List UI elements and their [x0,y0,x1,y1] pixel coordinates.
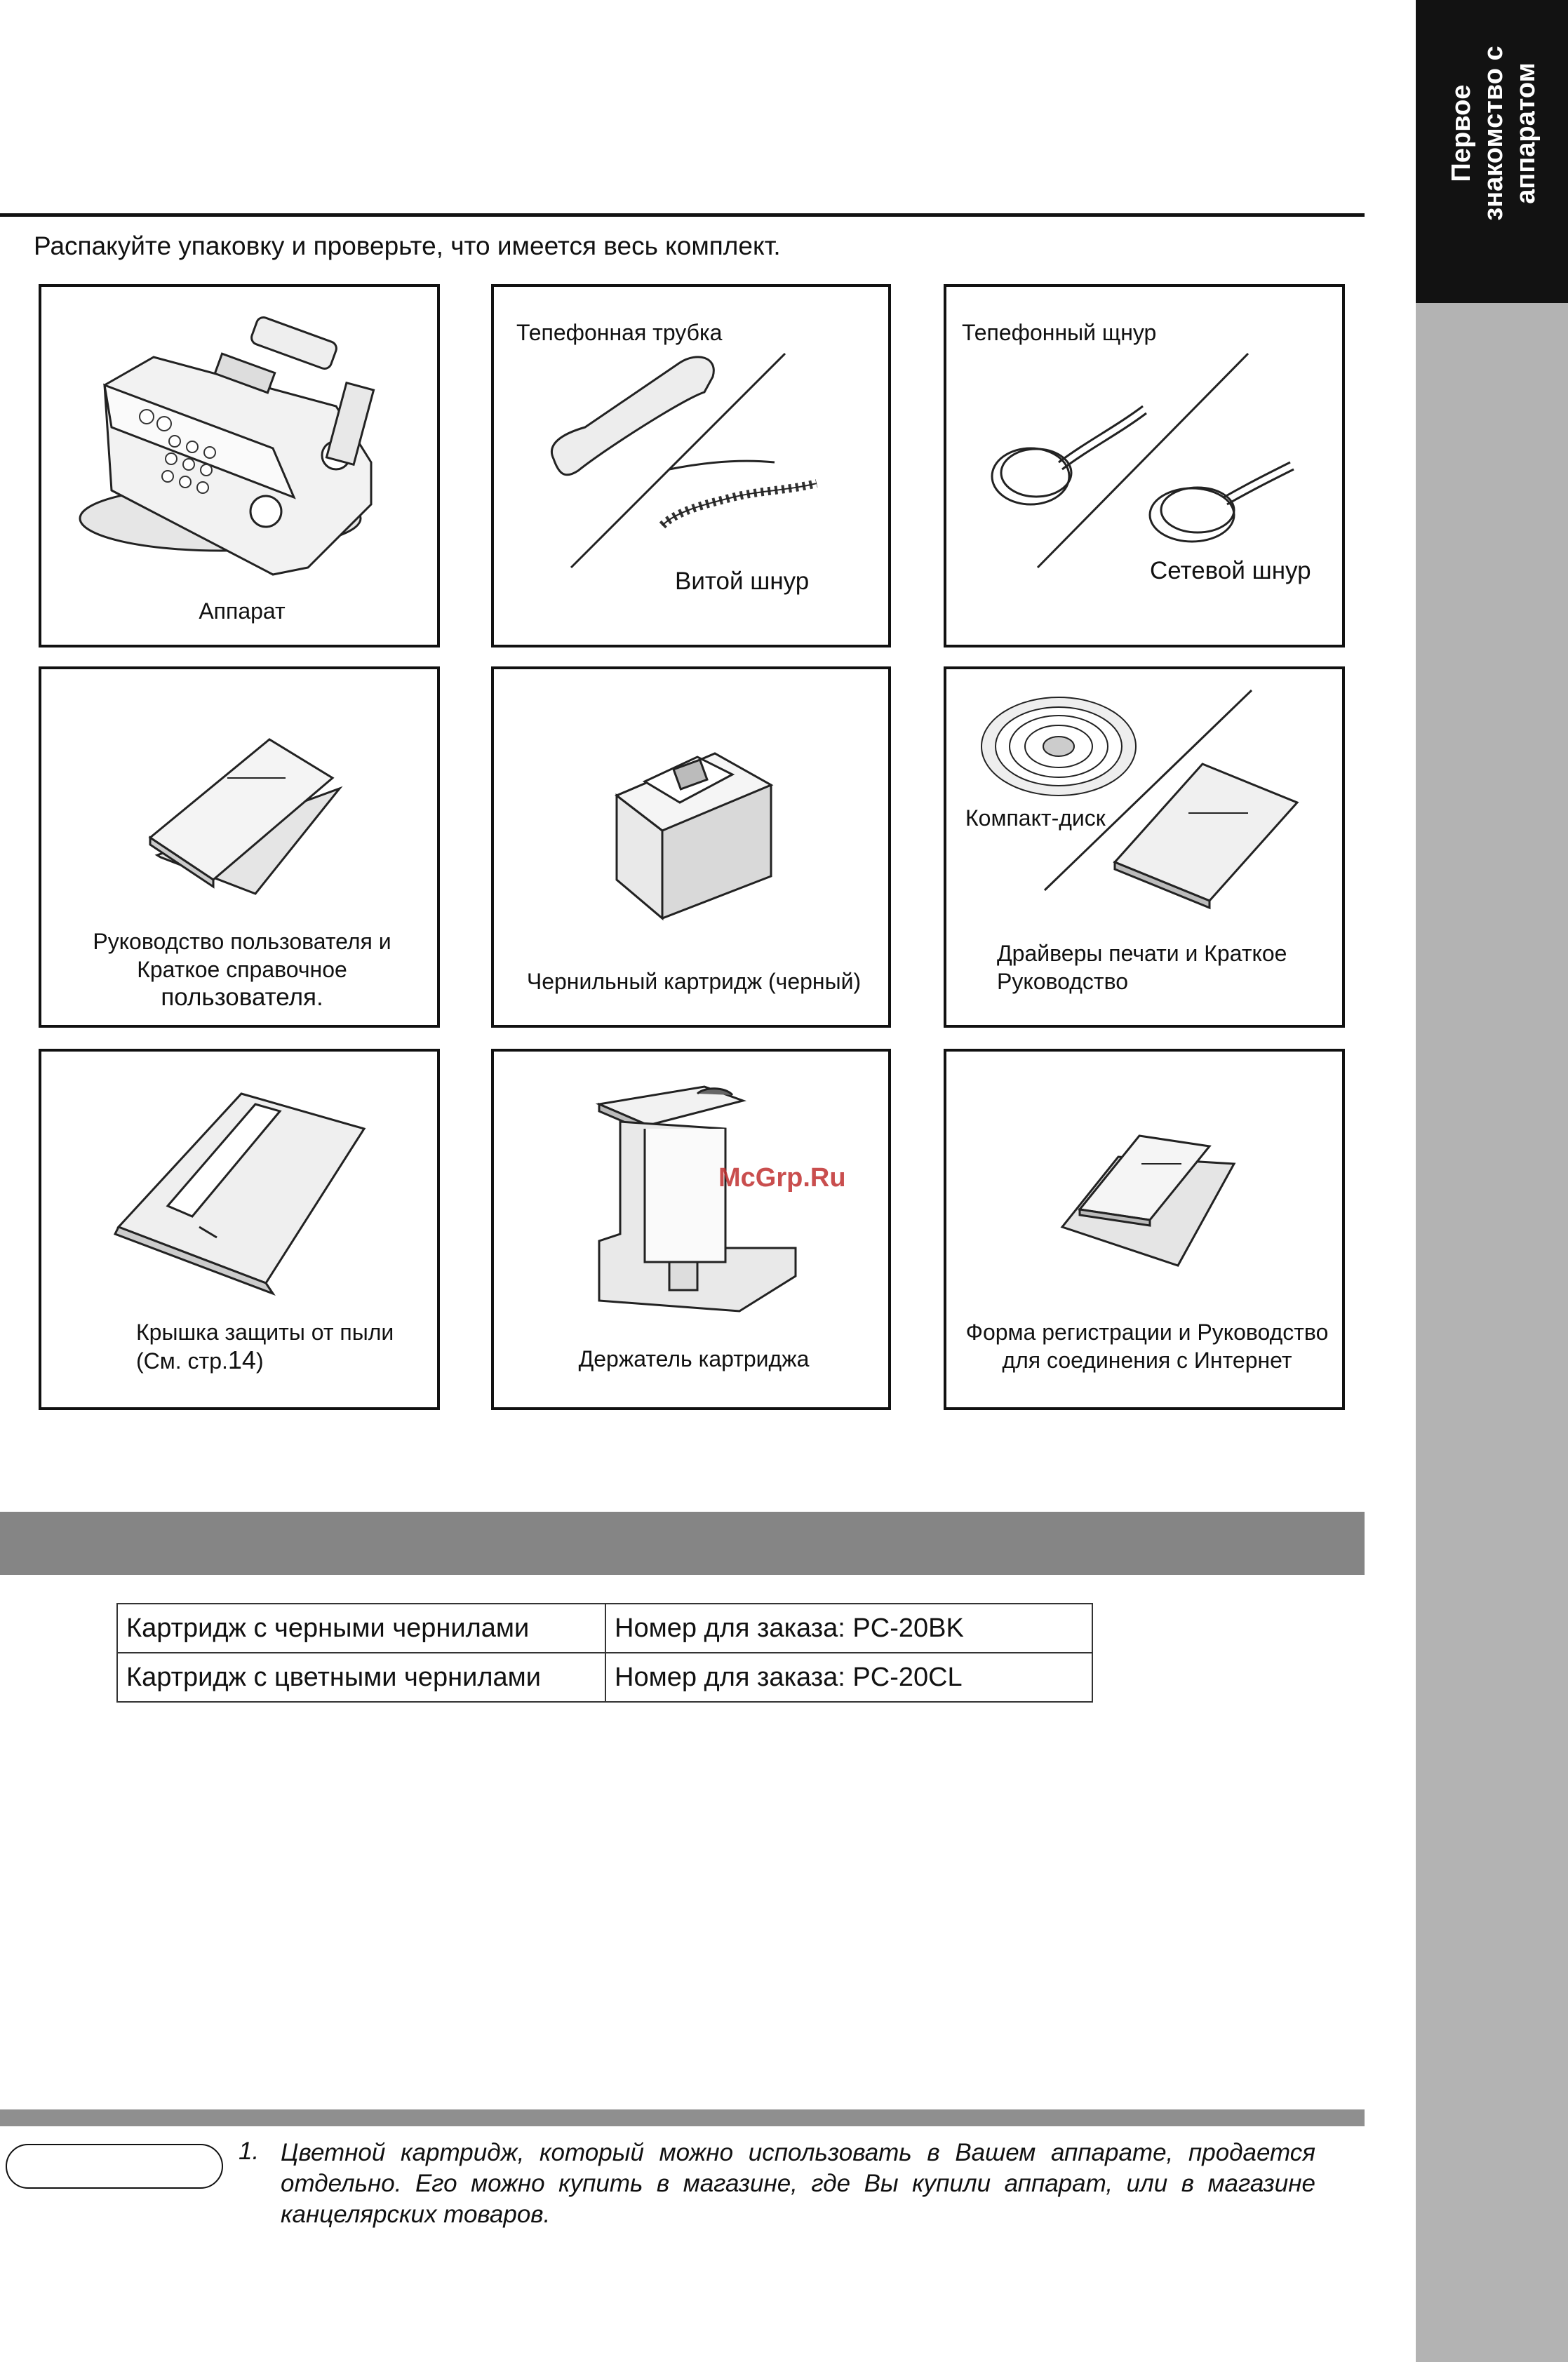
label-dust-cover: Крышка защиты от пыли (См. стр.14) [136,1320,394,1374]
label-drivers: Драйверы печати и Краткое Руководство [997,941,1287,994]
intro-text: Распакуйте упаковку и проверьте, что имеется весь комплект. [34,231,781,260]
item-apparatus [39,284,440,647]
label-power-cord: Сетевой шнур [1150,557,1311,584]
label-phone-cord: Тепефонный щнур [962,320,1157,345]
order-number: Номер для заказа: PC-20BK [605,1604,1092,1653]
item-cartridge-holder [491,1049,891,1410]
header-rule [0,213,1365,217]
item-cd-drivers [944,666,1345,1028]
label-registration: Форма регистрации и Руководство для соединения с Интернет [965,1320,1329,1373]
note-number: 1. [239,2138,260,2165]
cartridge-name: Картридж с цветными чернилами [117,1653,605,1702]
label-apparatus: Аппарат [199,598,286,624]
section-band [0,1512,1365,1575]
label-coil-cord: Витой шнур [675,568,810,595]
label-manual: Руководство пользователя и Краткое справочное пользователя. [93,929,391,1011]
item-manual [39,666,440,1028]
label-ink-cartridge: Чернильный картридж (черный) [526,969,862,994]
item-ink-cartridge [491,666,891,1028]
watermark: McGrp.Ru [718,1163,846,1193]
order-table [116,1603,1093,1703]
table-row [117,1653,1092,1702]
item-phone-cord [944,284,1345,647]
table-row [117,1604,1092,1653]
item-handset [491,284,891,647]
item-registration [944,1049,1345,1410]
order-number: Номер для заказа: PC-20CL [605,1653,1092,1702]
item-dust-cover [39,1049,440,1410]
note-text: Цветной картридж, который можно использовать в Вашем аппарате, продается отдельно. Его можно купить в магазине, где Вы купили аппарат, или в магазине канцелярских товаров. [281,2139,1315,2228]
side-tab-label: Первое знакомство с аппаратом [1447,46,1541,221]
note-label-pill [6,2144,223,2189]
side-margin-bar [1416,303,1568,2362]
label-cd: Компакт-диск [965,805,1106,831]
cartridge-name: Картридж с черными чернилами [117,1604,605,1653]
label-cartridge-holder: Держатель картриджа [578,1346,810,1371]
cords-illustration [946,287,1348,650]
handset-illustration [494,287,894,650]
label-handset: Тепефонная трубка [516,320,723,345]
fax-machine-illustration [41,287,443,650]
note-band [0,2109,1365,2126]
